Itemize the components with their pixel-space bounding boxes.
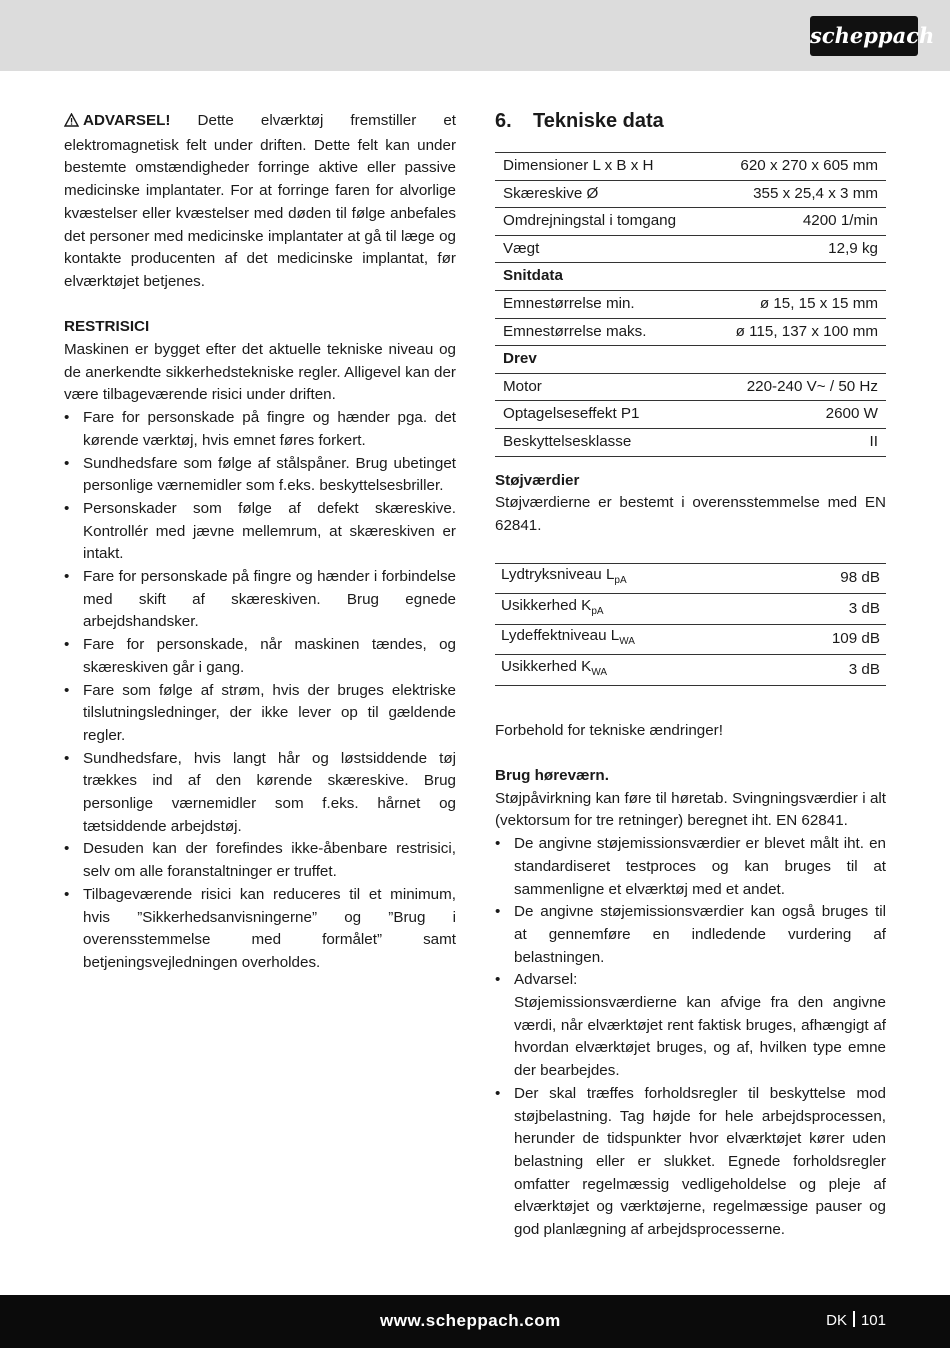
table-row: Optagelseseffekt P1 2600 W bbox=[495, 401, 886, 429]
right-column bbox=[495, 110, 886, 1242]
table-row: Dimensioner L x B x H 620 x 270 x 605 mm bbox=[495, 153, 886, 181]
table-row: Usikkerhed $K_{pA}$ 3 dB bbox=[495, 594, 886, 625]
table-section-row: Drev bbox=[495, 346, 886, 374]
risk-heading: RESTRISICI bbox=[64, 318, 150, 336]
page-number: DK 101 bbox=[826, 1312, 886, 1329]
list-item: • Fare for personskade på fingre og hænder pga. det kørende værktøj, hvis emnet føres forkert. bbox=[64, 409, 456, 449]
table-row: Motor 220-240 V~ / 50 Hz bbox=[495, 373, 886, 401]
list-item: • Sundhedsfare som følge af stålspåner. Brug ubetinget personlige værnemidler som f.eks. beskyttelsesbriller. bbox=[64, 454, 456, 495]
table-row: Emnestørrelse maks. ø 115, 137 x 100 mm bbox=[495, 318, 886, 346]
warning-triangle-icon bbox=[64, 112, 79, 135]
risk-intro: Maskinen er bygget efter det aktuelle tekniske niveau og de anerkendte sikkerhedstekniske regler. Alligevel kan der være tilbageværende risici under driften. bbox=[64, 341, 456, 404]
table-row: Beskyttelsesklasse II bbox=[495, 428, 886, 456]
list-item: • Personskader som følge af defekt skæreskive. Kontrollér med jævne mellemrum, at skæreskiven er intakt. bbox=[64, 499, 456, 563]
warning-paragraph bbox=[64, 110, 456, 294]
footer-bar bbox=[0, 1295, 950, 1348]
footer-url[interactable]: www.scheppach.com bbox=[380, 1311, 561, 1330]
table-row: Lydtryksniveau $L_{pA}$ 98 dB bbox=[495, 563, 886, 594]
list-item: • Tilbageværende risici kan reduceres til et minimum, hvis ”Sikkerhedsanvisningerne” og ”Brug i overensstemmelse med formålet” samt betjeningsvejledningen overholdes. bbox=[64, 885, 456, 971]
list-item: • Desuden kan der forefindes ikke-åbenbare restrisici, selv om alle foranstaltninger er truffet. bbox=[64, 840, 456, 881]
warning-label: ADVARSEL! bbox=[83, 112, 171, 129]
table-row: Emnestørrelse min. ø 15, 15 x 15 mm bbox=[495, 290, 886, 318]
list-item: • Der skal træffes forholdsregler til beskyttelse mod støjbelastning. Tag højde for hele arbejdsprocessen, herunder de tidspunkter hvor elværktøjet kører uden belastning eller er slukket. Egnede forholdsregler omfatter regelmæssig vedligeholdelse og pleje af elværktøjet og værktøjerne, regelmæssige pauser og god planlægning af arbejdsprocesserne. bbox=[495, 1084, 886, 1239]
risk-list bbox=[64, 407, 456, 975]
table-row: Skæreskive Ø 355 x 25,4 x 3 mm bbox=[495, 180, 886, 208]
tech-data-table bbox=[495, 152, 886, 457]
list-item: • Advarsel: Støjemissionsværdierne kan afvige fra den angivne værdi, når elværktøjet rent faktisk bruges, afhængigt af hvordan elværktøjet bruges, og af, hvilken type emne der bearbejdes. bbox=[495, 971, 886, 1080]
noise-list bbox=[495, 833, 886, 1242]
hearing-heading: Brug høreværn. bbox=[495, 767, 609, 785]
noise-text: Støjværdierne er bestemt i overensstemmelse med EN 62841. bbox=[495, 494, 886, 534]
hearing-text: Støjpåvirkning kan føre til høretab. Svingningsværdier i alt (vektorsum for tre retninger) beregnet iht. EN 62841. bbox=[495, 789, 886, 830]
list-item: • Sundhedsfare, hvis langt hår og løstsiddende tøj trækkes ind af den kørende skæreskive. Brug personlige værnemidler som f.eks. hårnet og tætsiddende arbejdstøj. bbox=[64, 749, 456, 835]
table-row: Omdrejningstal i tomgang 4200 1/min bbox=[495, 208, 886, 236]
brand-logo: scheppach bbox=[810, 16, 918, 56]
table-row: Usikkerhed $K_{WA}$ 3 dB bbox=[495, 655, 886, 686]
noise-heading: Støjværdier bbox=[495, 471, 580, 489]
table-section-row: Snitdata bbox=[495, 263, 886, 291]
table-row: Lydeffektniveau $L_{WA}$ 109 dB bbox=[495, 624, 886, 655]
reservation-note: Forbehold for tekniske ændringer! bbox=[495, 721, 723, 739]
warning-text: Dette elværktøj fremstiller et elektromagnetisk felt under driften. Dette felt kan under bestemte omstændigheder forringe aktive eller passive medicinske implantater. For at forringe faren for alvorlige kvæstelser eller kvæstelser med døden til følge anbefales det personer med medicinske implantater at gå til læge og kontakte producenten af det medicinske implantat, før elværktøjet betjenes. bbox=[64, 112, 456, 290]
list-item: • De angivne støjemissionsværdier er blevet målt iht. en standardiseret testproces og kan bruges til at sammenligne et elværktøj med et andet. bbox=[495, 835, 886, 898]
list-item: • Fare som følge af strøm, hvis der bruges elektriske tilslutningsledninger, der ikke lever op til gældende regler. bbox=[64, 681, 456, 744]
table-row: Vægt 12,9 kg bbox=[495, 235, 886, 263]
header-bar bbox=[0, 0, 950, 71]
list-item: • Fare for personskade, når maskinen tændes, og skæreskiven går i gang. bbox=[64, 636, 456, 676]
list-item: • De angivne støjemissionsværdier kan også bruges til at gennemføre en indledende vurdering af belastningen. bbox=[495, 903, 886, 966]
left-column bbox=[64, 110, 456, 975]
section-title: 6. Tekniske data bbox=[495, 110, 664, 132]
noise-table bbox=[495, 563, 886, 686]
list-item: • Fare for personskade på fingre og hænder i forbindelse med skift af skæreskiven. Brug egnede arbejdshandsker. bbox=[64, 568, 456, 631]
